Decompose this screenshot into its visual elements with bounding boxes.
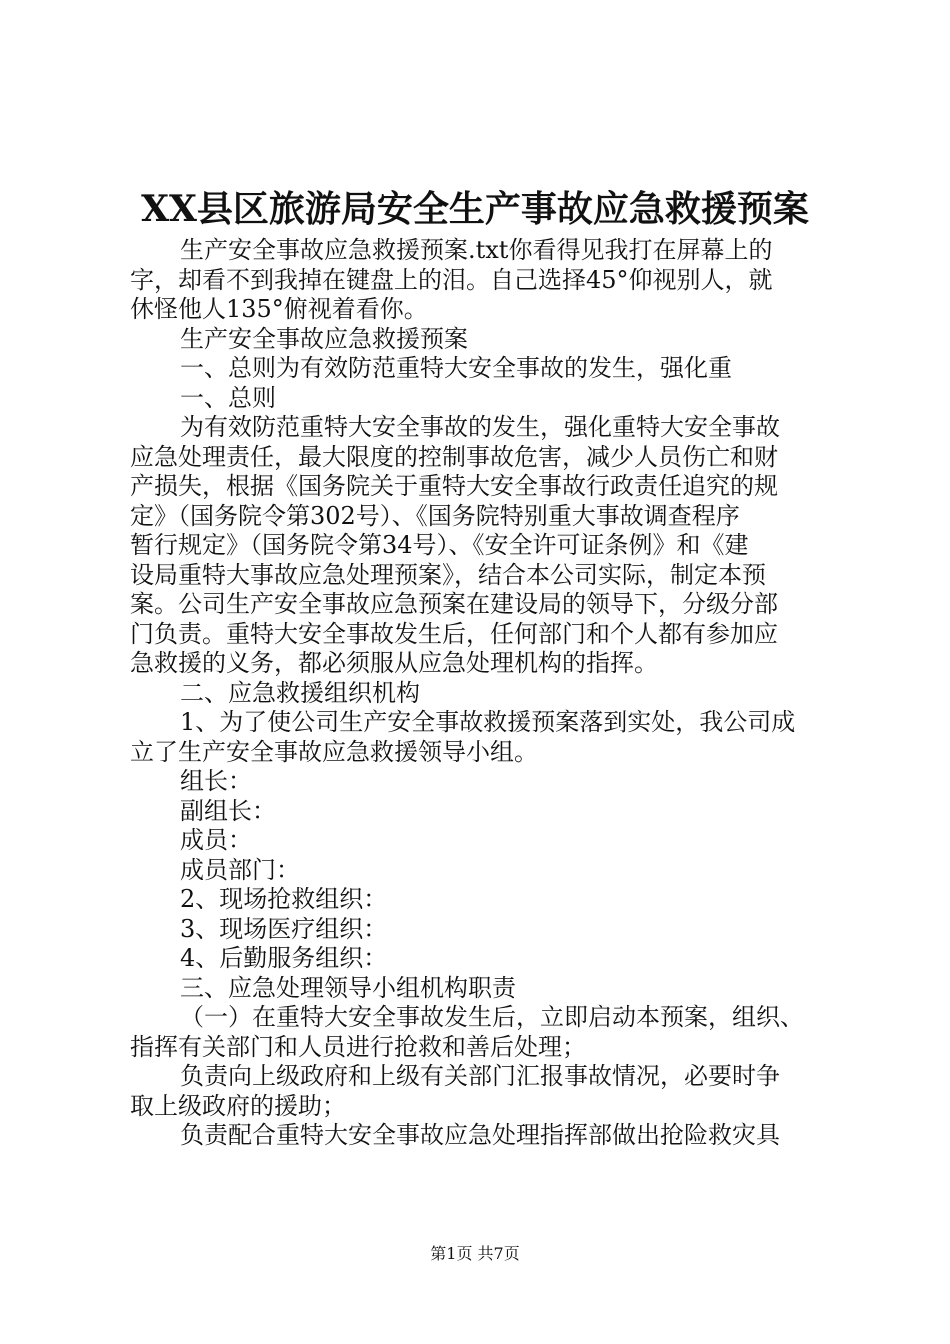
text-line: 副组长：	[180, 796, 276, 825]
text-line: 休怪他人135°俯视着看你。	[130, 295, 428, 323]
text-line: 一、总则	[180, 383, 276, 412]
text-line: 负责配合重特大安全事故应急处理指挥部做出抢险救灾具	[180, 1121, 780, 1149]
text-line: 4、后勤服务组织：	[180, 944, 388, 972]
text-line: 1、为了使公司生产安全事故救援预案落到实处，我公司成	[180, 708, 796, 736]
text-line: 负责向上级政府和上级有关部门汇报事故情况，必要时争	[180, 1062, 780, 1090]
text-line: 立了生产安全事故应急救援领导小组。	[130, 737, 538, 766]
text-line: 成员：	[180, 826, 252, 854]
text-line: 生产安全事故应急救援预案.txt你看得见我打在屏幕上的	[180, 236, 773, 264]
text-line: 2、现场抢救组织：	[180, 885, 388, 913]
text-line: 取上级政府的援助；	[130, 1091, 346, 1120]
text-line: 组长：	[180, 767, 252, 795]
text-line: 一、总则为有效防范重特大安全事故的发生，强化重	[180, 354, 732, 382]
text-line: 案。公司生产安全事故应急预案在建设局的领导下，分级分部	[130, 590, 778, 618]
document-body	[130, 236, 830, 1151]
text-line: 生产安全事故应急救援预案	[180, 324, 468, 353]
page-footer: 第1页 共7页	[430, 1244, 520, 1263]
text-line: 字，却看不到我掉在键盘上的泪。自己选择45°仰视别人，就	[130, 265, 773, 294]
text-line: 指挥有关部门和人员进行抢救和善后处理；	[130, 1032, 586, 1061]
document-title: XX县区旅游局安全生产事故应急救援预案	[141, 188, 809, 230]
text-line: 三、应急处理领导小组机构职责	[180, 973, 516, 1002]
text-line: 应急处理责任，最大限度的控制事故危害，减少人员伤亡和财	[130, 442, 778, 471]
text-line: 设局重特大事故应急处理预案》，结合本公司实际，制定本预	[130, 560, 766, 589]
text-line: 3、现场医疗组织：	[180, 914, 388, 943]
text-line: 为有效防范重特大安全事故的发生，强化重特大安全事故	[180, 413, 780, 441]
text-line: 二、应急救援组织机构	[180, 678, 420, 707]
text-line: 暂行规定》（国务院令第34号）、《安全许可证条例》和《建	[130, 531, 749, 559]
text-line: 定》（国务院令第302号）、《国务院特别重大事故调查程序	[130, 501, 740, 530]
text-line: 产损失，根据《国务院关于重特大安全事故行政责任追究的规	[130, 472, 778, 500]
text-line: 门负责。重特大安全事故发生后，任何部门和个人都有参加应	[130, 619, 778, 648]
text-line: 成员部门：	[180, 855, 300, 884]
text-line: （一）在重特大安全事故发生后，立即启动本预案，组织、	[180, 1003, 804, 1031]
text-line: 急救援的义务，都必须服从应急处理机构的指挥。	[130, 649, 658, 677]
